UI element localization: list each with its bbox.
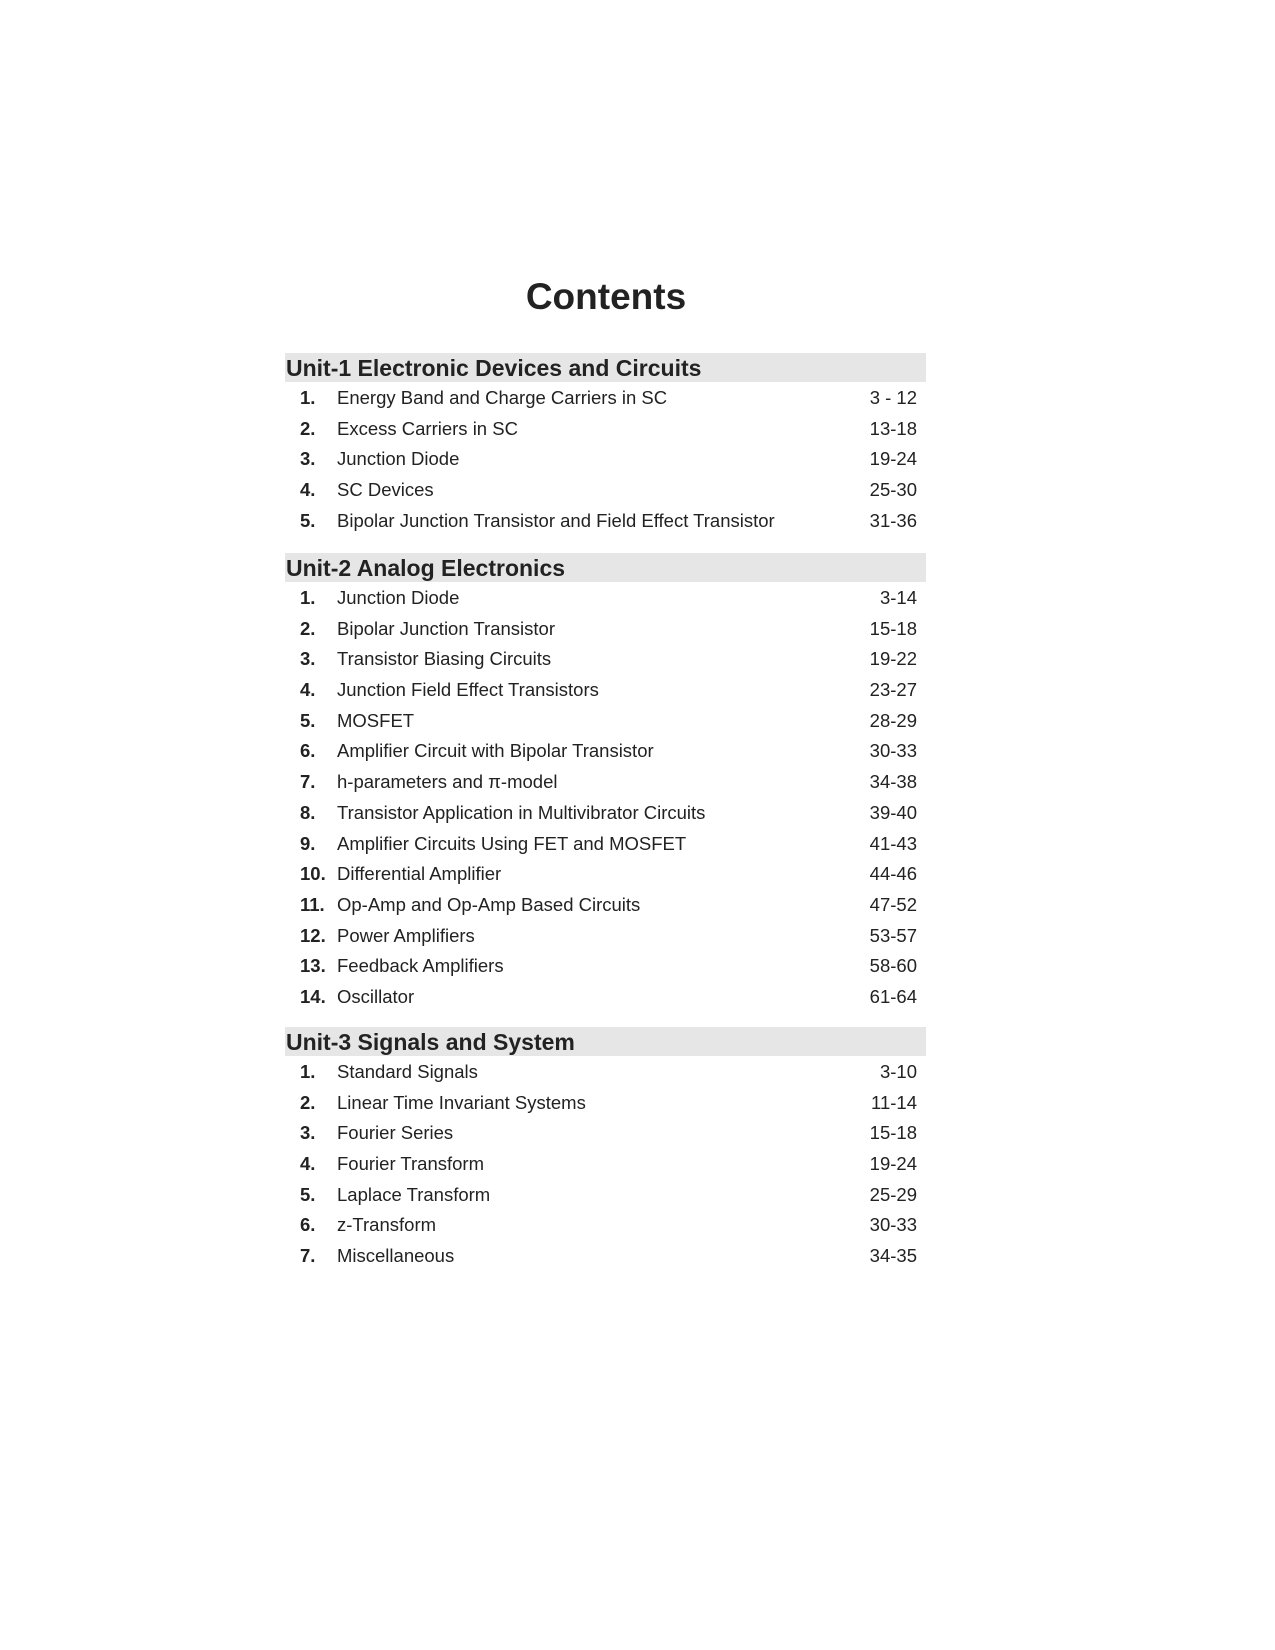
page-title: Contents [525,276,687,317]
entry-number: 2. [300,1091,316,1113]
toc-entry [285,1056,926,1087]
entry-title: Feedback Amplifiers [337,955,504,977]
entry-title: MOSFET [337,709,415,731]
entry-title: Fourier Series [337,1122,454,1144]
entry-title: Junction Diode [337,587,460,608]
unit-section [285,353,926,535]
toc-entry [285,382,926,413]
entry-title: Op-Amp and Op-Amp Based Circuits [337,893,641,915]
toc-entry [285,1240,926,1271]
entry-title: Laplace Transform [337,1183,491,1205]
unit-section [285,553,926,1012]
entry-title: h-parameters and π-model [337,771,558,793]
entry-title: Oscillator [337,985,415,1007]
entry-pages: 30-33 [869,740,917,762]
entry-pages: 39-40 [869,801,917,823]
entry-number: 1. [300,1061,316,1082]
entry-pages: 44-46 [869,863,917,885]
entry-pages: 19-24 [869,448,917,470]
toc-entry [285,1148,926,1179]
toc-entry [285,1179,926,1210]
entry-pages: 34-35 [869,1245,917,1267]
entry-number: 3. [300,1122,316,1144]
entry-pages: 23-27 [869,679,917,701]
entry-number: 4. [300,479,316,501]
entry-number: 1. [300,387,316,408]
toc-entry [285,413,926,444]
entry-title: Amplifier Circuits Using FET and MOSFET [337,832,687,854]
unit-heading: Unit-3 Signals and System [285,1027,926,1056]
entry-number: 11. [300,893,325,915]
entry-number: 6. [300,740,316,762]
entry-pages: 3 - 12 [869,387,917,408]
entry-title: Miscellaneous [337,1245,455,1267]
entry-title: Excess Carriers in SC [337,417,518,439]
entry-pages: 31-36 [869,509,917,531]
entry-title: z-Transform [337,1214,437,1236]
entry-title: Bipolar Junction Transistor and Field Effect Transistor [337,509,775,531]
entry-number: 13. [300,955,326,977]
toc-entry [285,705,926,736]
toc-entry [285,735,926,766]
entry-number: 6. [300,1214,316,1236]
entry-title: SC Devices [337,479,434,501]
toc-entry [285,920,926,951]
entry-number: 8. [300,801,316,823]
entry-title: Transistor Biasing Circuits [337,648,552,670]
entry-pages: 19-22 [869,648,917,670]
toc-entry [285,674,926,705]
entry-number: 7. [300,771,316,793]
entry-pages: 25-30 [869,479,917,501]
entry-number: 5. [300,1183,316,1205]
entry-pages: 11-14 [871,1091,917,1113]
toc-entry [285,505,926,536]
entry-pages: 13-18 [869,417,917,439]
entry-pages: 3-14 [879,587,917,608]
entry-number: 10. [300,863,326,885]
entry-title: Differential Amplifier [337,863,502,885]
entry-pages: 3-10 [879,1061,917,1082]
toc-entry [285,828,926,859]
entry-number: 5. [300,509,316,531]
entry-pages: 25-29 [869,1183,917,1205]
entry-number: 1. [300,587,316,608]
entry-number: 9. [300,832,316,854]
entry-title: Fourier Transform [337,1153,485,1175]
entry-pages: 28-29 [869,709,917,731]
entry-title: Junction Diode [337,448,460,470]
entry-title: Linear Time Invariant Systems [337,1091,586,1113]
entry-number: 4. [300,1153,316,1175]
entry-pages: 19-24 [869,1153,917,1175]
entry-number: 3. [300,648,316,670]
entry-title: Amplifier Circuit with Bipolar Transistor [337,740,654,762]
entry-title: Bipolar Junction Transistor [337,617,555,639]
entry-number: 14. [300,985,326,1007]
entry-title: Transistor Application in Multivibrator Circuits [337,801,706,823]
entry-title: Power Amplifiers [337,924,475,946]
entry-pages: 41-43 [869,832,917,854]
entry-pages: 34-38 [869,771,917,793]
toc-entry [285,981,926,1012]
entry-title: Energy Band and Charge Carriers in SC [337,387,668,408]
toc-entry [285,1087,926,1118]
toc-entry [285,1209,926,1240]
entry-pages: 47-52 [869,893,917,915]
entry-title: Junction Field Effect Transistors [337,679,599,701]
entry-number: 4. [300,679,316,701]
toc-entry [285,858,926,889]
toc-entry [285,443,926,474]
entry-pages: 58-60 [869,955,917,977]
toc-entry [285,797,926,828]
toc-entry [285,950,926,981]
entry-number: 5. [300,709,316,731]
unit-section [285,1027,926,1271]
entry-number: 2. [300,617,316,639]
entry-number: 7. [300,1245,316,1267]
entry-pages: 15-18 [869,617,917,639]
entry-number: 2. [300,417,316,439]
entry-title: Standard Signals [337,1061,478,1082]
entry-number: 12. [300,924,326,946]
toc-entry [285,1117,926,1148]
toc-entry [285,613,926,644]
entry-number: 3. [300,448,316,470]
toc-entry [285,889,926,920]
entry-pages: 15-18 [869,1122,917,1144]
entry-pages: 61-64 [869,985,917,1007]
toc-entry [285,474,926,505]
toc-entry [285,766,926,797]
entry-pages: 53-57 [869,924,917,946]
toc-entry [285,643,926,674]
unit-heading: Unit-1 Electronic Devices and Circuits [285,353,926,382]
toc-entry [285,582,926,613]
unit-heading: Unit-2 Analog Electronics [285,553,926,582]
entry-pages: 30-33 [869,1214,917,1236]
